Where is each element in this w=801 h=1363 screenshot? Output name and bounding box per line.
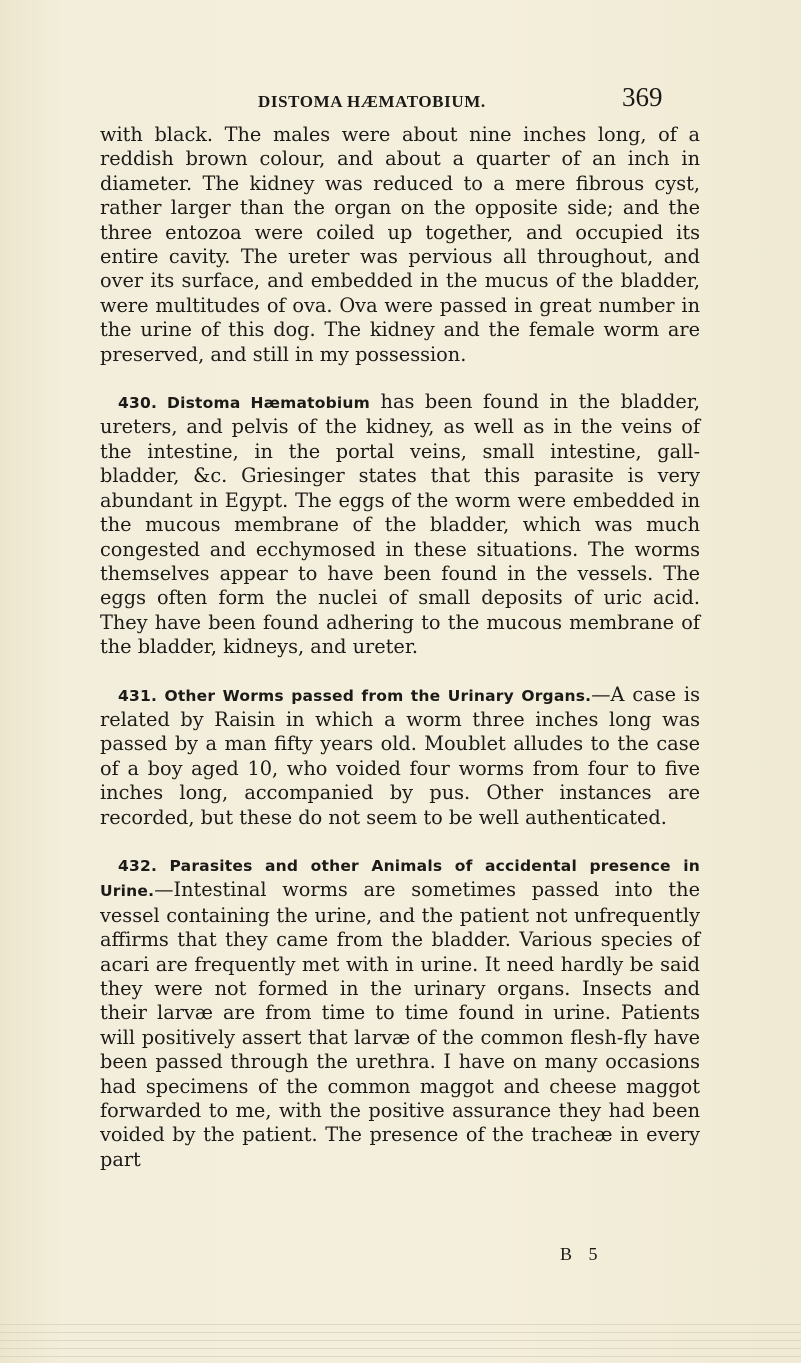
body-text [100,123,700,1172]
page-edge-lines [0,1318,801,1363]
page-edge-line [0,1348,801,1349]
page-edge-line [0,1356,801,1357]
page-edge-line [0,1340,801,1341]
page-edge-line [0,1324,801,1325]
paragraph-continuation: with black. The males were about nine inches long, of a reddish brown colour, and about a quarter of an inch in diameter. The kidney was reduced to a mere fibrous cyst, rather larger than the organ on the opposite side; and the three entozoa were coiled up together, and occupied its entire cavity. The ureter was pervious all throughout, and over its surface, and embedded in the mucus of the bladder, were multitudes of ova. Ova were passed in great number in the urine of this dog. The kidney and the female worm are preserved, and still in my possession. [100,123,700,366]
section-heading-432: 432. Parasites and other Animals of accidental presence in Urine. [100,856,700,901]
running-head: DISTOMA HÆMATOBIUM. [258,92,486,111]
paragraph-431 [100,683,700,830]
section-heading-430: 430. Distoma Hæmatobium [118,394,370,413]
page-header [0,82,801,118]
signature-mark: B 5 [560,1244,604,1264]
paragraph-430 [100,390,700,659]
section-heading-431: 431. Other Worms passed from the Urinary Organs. [118,686,592,705]
page-edge-line [0,1332,801,1333]
paragraph-432-text: —Intestinal worms are sometimes passed into the vessel containing the urine, and the patient not unfrequently affirms that they came from the bladder. Various species of acari are frequently met with in urine. It need hardly be said they were not formed in the urinary organs. Insects and their larvæ are from time to time found in urine. Patients will positively assert that larvæ of the common flesh-fly have been passed through the urethra. I have on many occasions had specimens of the common maggot and cheese maggot forwarded to me, with the positive assurance they had been voided by the patient. The presence of the tracheæ in every part [100,878,700,1171]
paragraph-431-text: —A case is related by Raisin in which a worm three inches long was passed by a man fifty years old. Moublet alludes to the case of a boy aged 10, who voided four worms from four to five inches long, accompanied by pus. Other instances are recorded, but these do not seem to be well authenticated. [100,682,700,829]
paragraph-432 [100,853,700,1172]
paragraph-430-text: has been found in the bladder, ureters, and pelvis of the kidney, as well as in the veins of the intestine, in the portal veins, small intestine, gall-bladder, &c. Griesinger states that this parasite is very abundant in Egypt. The eggs of the worm were embedded in the mucous membrane of the bladder, which was much congested and ecchymosed in these situations. The worms themselves appear to have been found in the vessels. The eggs often form the nuclei of small deposits of uric acid. They have been found adhering to the mucous membrane of the bladder, kidneys, and ureter. [100,390,701,659]
page-number: 369 [622,82,663,112]
